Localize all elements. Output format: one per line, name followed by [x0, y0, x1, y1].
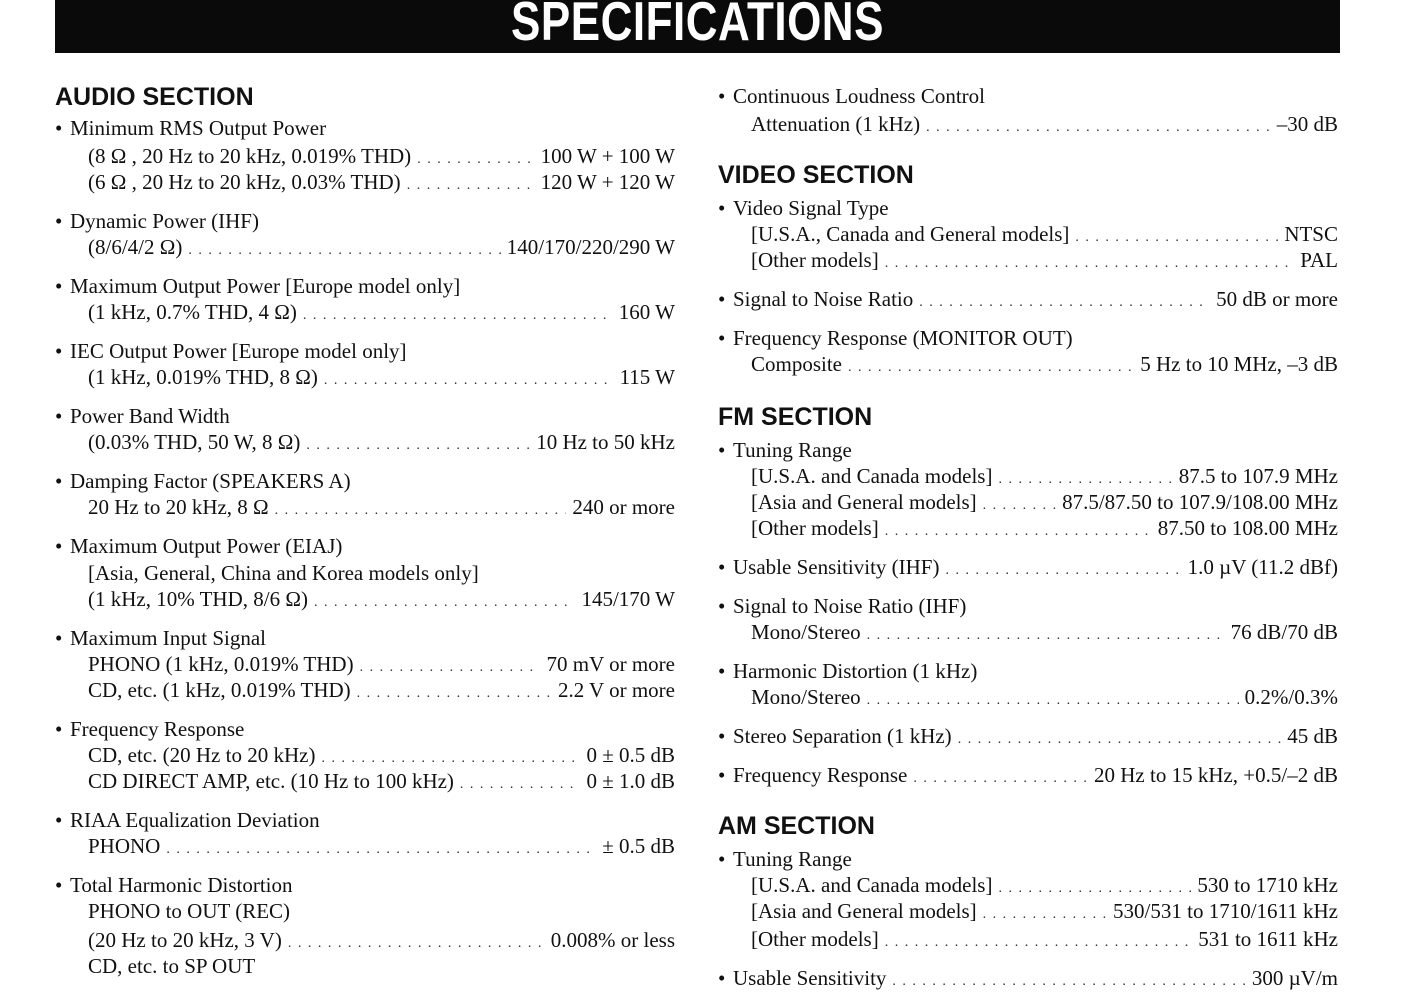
spec-line: [88, 169, 675, 195]
spec-label: (8/6/4/2 Ω): [88, 235, 183, 259]
spec-line: [88, 898, 290, 924]
spec-label: Mono/Stereo: [751, 620, 861, 644]
spec-label: PHONO (1 kHz, 0.019% THD): [88, 652, 354, 676]
spec-line: [733, 83, 985, 109]
spec-label: CD, etc. (20 Hz to 20 kHz): [88, 743, 316, 767]
spec-label: [U.S.A., Canada and General models]: [751, 222, 1070, 246]
spec-line: [88, 927, 675, 953]
bullet-icon: •: [718, 966, 726, 990]
spec-value: 0.2%/0.3%: [1244, 685, 1338, 709]
spec-line: [88, 234, 675, 260]
spec-line: [88, 560, 479, 586]
bullet-icon: •: [55, 717, 63, 741]
spec-line: [70, 807, 320, 833]
spec-label: Stereo Separation (1 kHz): [733, 724, 952, 748]
spec-label: Maximum Input Signal: [70, 626, 266, 650]
bullet-icon: •: [55, 209, 63, 233]
am-section-heading: AM SECTION: [718, 812, 875, 840]
spec-value: 76 dB/70 dB: [1230, 620, 1338, 644]
spec-line: [751, 619, 1338, 645]
spec-value: 0.008% or less: [550, 928, 675, 952]
spec-label: [Other models]: [751, 248, 879, 272]
spec-line: [70, 468, 351, 494]
bullet-icon: •: [718, 594, 726, 618]
spec-label: (1 kHz, 0.7% THD, 4 Ω): [88, 300, 297, 324]
spec-line: [751, 463, 1338, 489]
spec-line: [751, 515, 1338, 541]
leader-dots: [945, 558, 1181, 584]
leader-dots: [314, 590, 576, 616]
leader-dots: [983, 902, 1107, 928]
leader-dots: [885, 519, 1152, 545]
spec-value: 531 to 1611 kHz: [1198, 927, 1338, 951]
bullet-icon: •: [55, 626, 63, 650]
spec-line: [70, 115, 326, 141]
spec-line: [751, 684, 1338, 710]
spec-value: 50 dB or more: [1216, 287, 1338, 311]
spec-value: 70 mV or more: [546, 652, 675, 676]
spec-label: Attenuation (1 kHz): [751, 112, 921, 136]
bullet-icon: •: [718, 724, 726, 748]
spec-line: [751, 898, 1338, 924]
leader-dots: [324, 368, 614, 394]
spec-line: [88, 953, 255, 979]
leader-dots: [188, 238, 500, 264]
leader-dots: [460, 772, 581, 798]
spec-label: IEC Output Power [Europe model only]: [70, 339, 407, 363]
spec-line: [733, 658, 977, 684]
leader-dots: [958, 727, 1282, 753]
spec-line: [733, 286, 1338, 312]
leader-dots: [867, 623, 1225, 649]
bullet-icon: •: [718, 555, 726, 579]
spec-line: [70, 716, 244, 742]
bullet-icon: •: [55, 116, 63, 140]
spec-line: [751, 111, 1338, 137]
leader-dots: [357, 681, 552, 707]
spec-value: 0 ± 0.5 dB: [586, 743, 675, 767]
spec-label: Frequency Response: [70, 717, 245, 741]
spec-label: Composite: [751, 352, 843, 376]
spec-label: Frequency Response: [733, 763, 908, 787]
spec-label: Mono/Stereo: [751, 685, 861, 709]
spec-value: 140/170/220/290 W: [506, 235, 675, 259]
spec-line: [88, 651, 675, 677]
bullet-icon: •: [718, 847, 726, 871]
leader-dots: [913, 766, 1088, 792]
leader-dots: [166, 837, 596, 863]
bullet-icon: •: [55, 873, 63, 897]
spec-line: [88, 586, 675, 612]
spec-line: [88, 677, 675, 703]
leader-dots: [892, 969, 1245, 995]
spec-label: [Other models]: [751, 516, 879, 540]
spec-line: [88, 494, 675, 520]
spec-line: [733, 437, 852, 463]
page-title: SPECIFICATIONS: [511, 0, 884, 53]
spec-line: [70, 872, 293, 898]
spec-line: [733, 965, 1338, 991]
spec-label: Video Signal Type: [733, 196, 889, 220]
spec-line: [751, 926, 1338, 952]
leader-dots: [275, 498, 567, 524]
spec-label: Signal to Noise Ratio: [733, 287, 914, 311]
spec-value: 115 W: [619, 365, 675, 389]
bullet-icon: •: [718, 763, 726, 787]
spec-value: 10 Hz to 50 kHz: [536, 430, 675, 454]
leader-dots: [926, 115, 1271, 141]
bullet-icon: •: [55, 808, 63, 832]
leader-dots: [848, 355, 1134, 381]
spec-line: [751, 351, 1338, 377]
spec-label: [Asia and General models]: [751, 490, 977, 514]
spec-label: Tuning Range: [733, 438, 852, 462]
bullet-icon: •: [55, 274, 63, 298]
spec-value: 0 ± 1.0 dB: [586, 769, 675, 793]
spec-label: (8 Ω , 20 Hz to 20 kHz, 0.019% THD): [88, 144, 412, 168]
page-title-banner: [55, 0, 1340, 53]
bullet-icon: •: [55, 339, 63, 363]
spec-line: [70, 403, 230, 429]
spec-line: [733, 593, 966, 619]
spec-value: 45 dB: [1287, 724, 1338, 748]
spec-value: 1.0 µV (11.2 dBf): [1187, 555, 1338, 579]
spec-value: 87.5/87.50 to 107.9/108.00 MHz: [1062, 490, 1338, 514]
spec-value: 530/531 to 1710/1611 kHz: [1113, 899, 1338, 923]
spec-label: RIAA Equalization Deviation: [70, 808, 320, 832]
spec-value: 240 or more: [572, 495, 675, 519]
spec-line: [70, 625, 266, 651]
spec-label: (20 Hz to 20 kHz, 3 V): [88, 928, 282, 952]
leader-dots: [885, 251, 1295, 277]
spec-line: [88, 364, 675, 390]
spec-value: 5 Hz to 10 MHz, –3 dB: [1140, 352, 1338, 376]
spec-value: 145/170 W: [581, 587, 675, 611]
spec-line: [88, 429, 675, 455]
spec-label: Usable Sensitivity: [733, 966, 887, 990]
spec-label: Continuous Loudness Control: [733, 84, 986, 108]
spec-label: Maximum Output Power (EIAJ): [70, 534, 343, 558]
spec-line: [733, 195, 889, 221]
spec-label: Maximum Output Power [Europe model only]: [70, 274, 461, 298]
spec-label: [Asia, General, China and Korea models only]: [88, 561, 479, 585]
spec-value: 20 Hz to 15 kHz, +0.5/–2 dB: [1094, 763, 1338, 787]
spec-label: (6 Ω , 20 Hz to 20 kHz, 0.03% THD): [88, 170, 401, 194]
spec-line: [751, 489, 1338, 515]
spec-label: [Other models]: [751, 927, 879, 951]
spec-label: [Asia and General models]: [751, 899, 977, 923]
spec-label: CD, etc. to SP OUT: [88, 954, 256, 978]
spec-label: PHONO to OUT (REC): [88, 899, 291, 923]
leader-dots: [407, 173, 535, 199]
spec-label: Frequency Response (MONITOR OUT): [733, 326, 1073, 350]
spec-value: PAL: [1300, 248, 1338, 272]
spec-label: CD DIRECT AMP, etc. (10 Hz to 100 kHz): [88, 769, 454, 793]
spec-value: 300 µV/m: [1251, 966, 1338, 990]
fm-section-heading: FM SECTION: [718, 403, 873, 431]
audio-section-heading: AUDIO SECTION: [55, 83, 254, 111]
bullet-icon: •: [55, 469, 63, 493]
spec-label: CD, etc. (1 kHz, 0.019% THD): [88, 678, 351, 702]
bullet-icon: •: [718, 659, 726, 683]
spec-line: [70, 273, 460, 299]
spec-line: [751, 872, 1338, 898]
spec-line: [733, 762, 1338, 788]
video-section-heading: VIDEO SECTION: [718, 161, 914, 189]
spec-line: [70, 533, 342, 559]
bullet-icon: •: [718, 438, 726, 462]
spec-label: Total Harmonic Distortion: [70, 873, 293, 897]
bullet-icon: •: [718, 326, 726, 350]
spec-label: Damping Factor (SPEAKERS A): [70, 469, 351, 493]
leader-dots: [867, 688, 1239, 714]
bullet-icon: •: [55, 404, 63, 428]
spec-line: [88, 768, 675, 794]
spec-line: [733, 723, 1338, 749]
spec-label: Power Band Width: [70, 404, 230, 428]
leader-dots: [885, 930, 1192, 956]
spec-label: Dynamic Power (IHF): [70, 209, 259, 233]
bullet-icon: •: [718, 287, 726, 311]
spec-line: [88, 299, 675, 325]
spec-line: [733, 325, 1073, 351]
leader-dots: [303, 303, 613, 329]
spec-value: 2.2 V or more: [557, 678, 675, 702]
spec-label: (1 kHz, 10% THD, 8/6 Ω): [88, 587, 308, 611]
spec-value: 87.50 to 108.00 MHz: [1157, 516, 1338, 540]
spec-line: [70, 208, 259, 234]
spec-value: ± 0.5 dB: [602, 834, 675, 858]
spec-label: [U.S.A. and Canada models]: [751, 873, 993, 897]
spec-label: Usable Sensitivity (IHF): [733, 555, 940, 579]
leader-dots: [306, 433, 530, 459]
spec-value: 160 W: [618, 300, 675, 324]
spec-line: [88, 833, 675, 859]
spec-value: 100 W + 100 W: [540, 144, 675, 168]
spec-value: –30 dB: [1276, 112, 1338, 136]
spec-label: Tuning Range: [733, 847, 852, 871]
spec-line: [733, 846, 852, 872]
spec-line: [88, 143, 675, 169]
spec-label: (1 kHz, 0.019% THD, 8 Ω): [88, 365, 318, 389]
spec-label: [U.S.A. and Canada models]: [751, 464, 993, 488]
spec-label: Signal to Noise Ratio (IHF): [733, 594, 967, 618]
leader-dots: [919, 290, 1210, 316]
spec-label: PHONO: [88, 834, 161, 858]
spec-label: (0.03% THD, 50 W, 8 Ω): [88, 430, 301, 454]
spec-line: [751, 221, 1338, 247]
spec-label: Minimum RMS Output Power: [70, 116, 327, 140]
spec-line: [70, 338, 407, 364]
spec-value: 87.5 to 107.9 MHz: [1178, 464, 1338, 488]
spec-value: NTSC: [1284, 222, 1338, 246]
spec-line: [751, 247, 1338, 273]
bullet-icon: •: [718, 84, 726, 108]
spec-value: 120 W + 120 W: [540, 170, 675, 194]
spec-line: [733, 554, 1338, 580]
bullet-icon: •: [55, 534, 63, 558]
spec-label: 20 Hz to 20 kHz, 8 Ω: [88, 495, 269, 519]
spec-line: [88, 742, 675, 768]
spec-label: Harmonic Distortion (1 kHz): [733, 659, 978, 683]
leader-dots: [288, 931, 545, 957]
bullet-icon: •: [718, 196, 726, 220]
spec-value: 530 to 1710 kHz: [1197, 873, 1338, 897]
